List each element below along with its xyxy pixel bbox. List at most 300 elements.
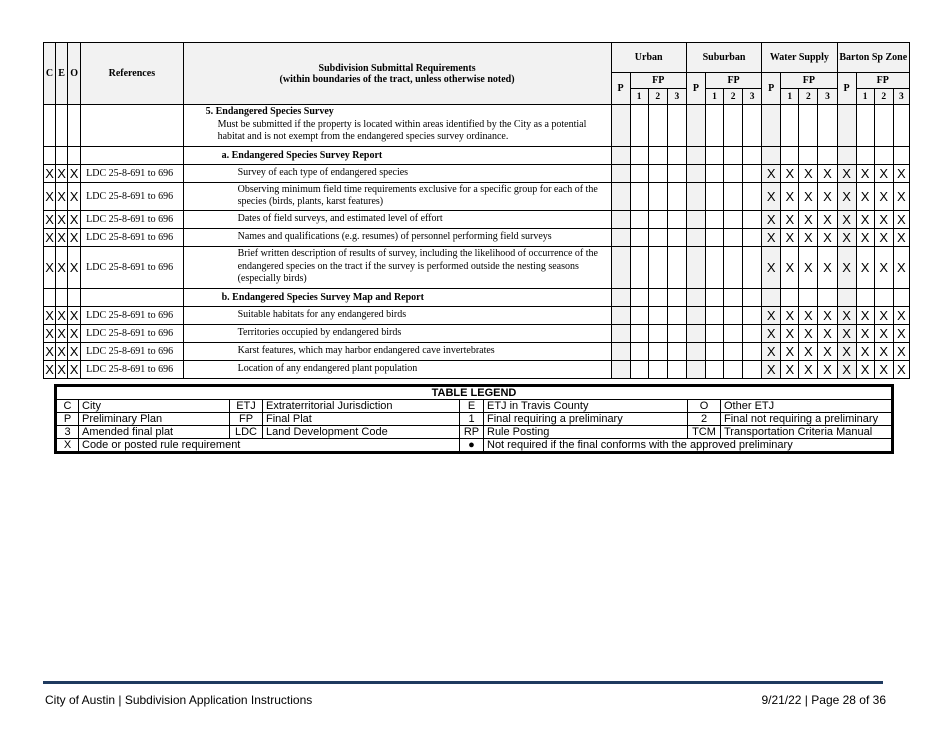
empty-cell — [856, 288, 874, 306]
requirement-mark — [705, 164, 723, 182]
empty-cell — [856, 146, 874, 164]
requirement-mark: X — [799, 360, 818, 378]
etj-travis-mark: X — [56, 246, 68, 288]
requirement-mark: X — [874, 246, 893, 288]
reference-cell: LDC 25-8-691 to 696 — [81, 210, 183, 228]
empty-cell — [686, 146, 705, 164]
other-etj-mark: X — [68, 342, 81, 360]
requirement-mark — [611, 324, 630, 342]
requirement-mark: X — [781, 228, 799, 246]
requirement-mark — [705, 360, 723, 378]
empty-cell — [686, 288, 705, 306]
empty-cell — [893, 146, 909, 164]
water-supply-fp3-header: 3 — [818, 89, 837, 105]
empty-cell — [818, 105, 837, 147]
requirement-mark — [705, 342, 723, 360]
requirement-mark — [724, 360, 743, 378]
legend-value: City — [79, 400, 230, 413]
legend-value: Code or posted rule requirement — [79, 439, 460, 453]
requirement-mark: X — [799, 164, 818, 182]
requirement-mark: X — [762, 228, 781, 246]
legend-value: Final Plat — [263, 413, 460, 426]
legend-key: 2 — [688, 413, 721, 426]
requirement-mark: X — [818, 228, 837, 246]
requirement-mark: X — [781, 360, 799, 378]
requirement-mark: X — [893, 228, 909, 246]
empty-cell — [705, 105, 723, 147]
requirement-mark — [667, 210, 686, 228]
requirement-mark: X — [781, 246, 799, 288]
empty-cell — [648, 105, 667, 147]
requirement-mark: X — [874, 306, 893, 324]
empty-cell — [667, 288, 686, 306]
requirement-mark — [648, 228, 667, 246]
requirement-mark — [686, 182, 705, 210]
requirement-mark: X — [762, 324, 781, 342]
requirement-mark — [724, 306, 743, 324]
footer-document-title: City of Austin | Subdivision Application Instructions — [45, 693, 313, 707]
etj-travis-mark: X — [57, 165, 66, 181]
urban-fp3-header: 3 — [667, 89, 686, 105]
requirement-mark — [648, 360, 667, 378]
water-supply-fp-header: FP — [781, 73, 837, 89]
requirement-mark — [724, 324, 743, 342]
requirement-mark — [743, 164, 762, 182]
legend-key: 1 — [460, 413, 484, 426]
zone-header-water-supply: Water Supply — [762, 43, 837, 73]
requirement-mark — [686, 360, 705, 378]
requirement-mark — [611, 164, 630, 182]
empty-cell — [68, 146, 81, 164]
requirement-mark — [724, 246, 743, 288]
col-header-references: References — [81, 43, 183, 105]
requirement-mark: X — [762, 210, 781, 228]
city-mark: X — [45, 229, 54, 245]
requirement-mark: X — [874, 228, 893, 246]
requirement-mark: X — [818, 342, 837, 360]
legend-body — [56, 386, 893, 453]
empty-cell — [743, 105, 762, 147]
requirement-mark: X — [799, 306, 818, 324]
reference-cell: LDC 25-8-691 to 696 — [81, 164, 183, 182]
requirement-mark — [667, 182, 686, 210]
etj-travis-mark: X — [57, 343, 66, 359]
footer-page-info: 9/21/22 | Page 28 of 36 — [761, 693, 886, 707]
empty-cell — [781, 288, 799, 306]
legend-key: X — [56, 439, 79, 453]
empty-cell — [81, 288, 183, 306]
requirement-mark — [667, 306, 686, 324]
zone-header-barton-springs: Barton Sp Zone — [837, 43, 910, 73]
urban-fp1-header: 1 — [630, 89, 648, 105]
requirements-title: Subdivision Submittal Requirements — [318, 62, 476, 74]
empty-cell — [705, 288, 723, 306]
requirement-mark: X — [893, 164, 909, 182]
subsection-row — [44, 146, 910, 164]
table-row — [44, 228, 910, 246]
empty-cell — [837, 288, 856, 306]
legend-value: Final not requiring a preliminary — [721, 413, 893, 426]
requirement-mark: X — [781, 210, 799, 228]
requirement-mark: X — [762, 360, 781, 378]
other-etj-mark: X — [68, 360, 81, 378]
empty-cell — [762, 146, 781, 164]
requirement-mark: X — [893, 246, 909, 288]
requirement-mark — [667, 228, 686, 246]
requirement-mark: X — [818, 246, 837, 288]
col-header-requirements — [183, 43, 611, 105]
requirement-mark — [724, 210, 743, 228]
other-etj-mark: X — [68, 228, 81, 246]
city-mark: X — [44, 246, 56, 288]
col-header-c: C — [44, 43, 56, 105]
requirement-mark — [630, 360, 648, 378]
requirement-mark — [743, 306, 762, 324]
empty-cell — [837, 146, 856, 164]
requirement-mark: X — [799, 182, 818, 210]
subsection-title: a. Endangered Species Survey Report — [183, 146, 611, 164]
requirement-mark — [611, 182, 630, 210]
suburban-fp-header: FP — [705, 73, 761, 89]
requirement-mark — [686, 324, 705, 342]
urban-p-header: P — [611, 73, 630, 105]
requirement-mark — [630, 246, 648, 288]
reference-cell: LDC 25-8-691 to 696 — [81, 246, 183, 288]
requirement-mark: X — [799, 324, 818, 342]
requirement-mark: X — [818, 306, 837, 324]
empty-cell — [81, 105, 183, 147]
reference-cell: LDC 25-8-691 to 696 — [81, 182, 183, 210]
table-row — [44, 360, 910, 378]
requirement-mark: X — [893, 360, 909, 378]
requirements-subtitle: (within boundaries of the tract, unless otherwise noted) — [279, 73, 515, 85]
legend-key: ETJ — [230, 400, 263, 413]
requirement-mark — [630, 324, 648, 342]
table-row — [44, 306, 910, 324]
empty-cell — [56, 288, 68, 306]
requirement-mark: X — [762, 246, 781, 288]
other-etj-mark: X — [68, 182, 81, 210]
requirement-mark: X — [874, 342, 893, 360]
requirement-cell: Dates of field surveys, and estimated level of effort — [183, 210, 611, 228]
requirement-mark — [630, 228, 648, 246]
requirement-mark — [743, 360, 762, 378]
requirement-mark — [667, 324, 686, 342]
city-mark: X — [45, 343, 54, 359]
requirement-mark: X — [837, 324, 856, 342]
city-mark: X — [45, 361, 54, 377]
requirement-mark: X — [893, 342, 909, 360]
requirement-mark — [686, 228, 705, 246]
requirement-mark: X — [874, 324, 893, 342]
requirement-mark — [743, 246, 762, 288]
legend-value: Land Development Code — [263, 426, 460, 439]
table-row — [44, 182, 910, 210]
requirement-mark — [743, 182, 762, 210]
requirement-mark — [648, 324, 667, 342]
water-supply-p-header: P — [762, 73, 781, 105]
legend-key: TCM — [688, 426, 721, 439]
empty-cell — [56, 105, 68, 147]
urban-fp2-header: 2 — [648, 89, 667, 105]
legend-key: O — [688, 400, 721, 413]
requirement-mark: X — [781, 182, 799, 210]
reference-cell: LDC 25-8-691 to 696 — [81, 228, 183, 246]
legend-key: P — [56, 413, 79, 426]
legend-value: Preliminary Plan — [79, 413, 230, 426]
legend-title: TABLE LEGEND — [56, 386, 893, 400]
requirement-mark — [686, 164, 705, 182]
legend-row — [56, 439, 893, 453]
requirement-mark: X — [893, 182, 909, 210]
requirement-mark — [705, 210, 723, 228]
suburban-fp2-header: 2 — [724, 89, 743, 105]
subsection-row — [44, 288, 910, 306]
requirement-mark: X — [818, 210, 837, 228]
requirement-mark: X — [874, 360, 893, 378]
requirement-mark: X — [856, 246, 874, 288]
requirement-mark: X — [874, 210, 893, 228]
requirement-mark — [648, 164, 667, 182]
requirement-mark — [667, 342, 686, 360]
empty-cell — [630, 288, 648, 306]
legend-row — [56, 400, 893, 413]
legend-key: E — [460, 400, 484, 413]
barton-p-header: P — [837, 73, 856, 105]
etj-travis-mark: X — [57, 307, 66, 323]
table-row — [44, 210, 910, 228]
other-etj-mark: X — [68, 164, 81, 182]
requirement-mark: X — [856, 324, 874, 342]
requirement-mark — [648, 342, 667, 360]
table-row — [44, 324, 910, 342]
city-mark: X — [45, 325, 54, 341]
requirement-mark: X — [874, 182, 893, 210]
reference-cell: LDC 25-8-691 to 696 — [81, 324, 183, 342]
requirement-mark — [630, 342, 648, 360]
legend-key: LDC — [230, 426, 263, 439]
requirement-mark: X — [762, 164, 781, 182]
empty-cell — [68, 105, 81, 147]
requirement-mark — [705, 306, 723, 324]
table-legend — [54, 384, 894, 454]
empty-cell — [667, 105, 686, 147]
table-row — [44, 164, 910, 182]
requirement-mark: X — [837, 360, 856, 378]
legend-value: ETJ in Travis County — [484, 400, 688, 413]
empty-cell — [799, 288, 818, 306]
legend-row — [56, 426, 893, 439]
requirement-mark — [630, 210, 648, 228]
requirement-mark: X — [837, 164, 856, 182]
empty-cell — [762, 288, 781, 306]
requirement-mark — [705, 324, 723, 342]
requirement-mark — [667, 360, 686, 378]
requirement-mark: X — [818, 360, 837, 378]
requirement-mark — [724, 164, 743, 182]
empty-cell — [893, 105, 909, 147]
requirement-mark: X — [818, 324, 837, 342]
requirements-body — [44, 105, 910, 379]
etj-travis-mark: X — [57, 211, 66, 227]
empty-cell — [68, 288, 81, 306]
requirement-mark: X — [781, 164, 799, 182]
legend-key: 3 — [56, 426, 79, 439]
empty-cell — [648, 288, 667, 306]
requirement-cell: Territories occupied by endangered birds — [183, 324, 611, 342]
legend-row — [56, 413, 893, 426]
requirement-mark: X — [856, 228, 874, 246]
table-row — [44, 342, 910, 360]
requirement-mark: X — [856, 306, 874, 324]
reference-cell: LDC 25-8-691 to 696 — [81, 360, 183, 378]
requirement-mark: X — [781, 324, 799, 342]
empty-cell — [611, 146, 630, 164]
empty-cell — [818, 288, 837, 306]
requirement-mark: X — [762, 342, 781, 360]
empty-cell — [44, 288, 56, 306]
empty-cell — [724, 105, 743, 147]
urban-fp-header: FP — [630, 73, 686, 89]
requirement-mark — [630, 182, 648, 210]
section-title: 5. Endangered Species Survey — [205, 106, 334, 117]
requirement-mark: X — [837, 342, 856, 360]
water-supply-fp2-header: 2 — [799, 89, 818, 105]
empty-cell — [818, 146, 837, 164]
empty-cell — [81, 146, 183, 164]
requirement-mark: X — [837, 306, 856, 324]
empty-cell — [630, 146, 648, 164]
other-etj-mark: X — [68, 306, 81, 324]
empty-cell — [705, 146, 723, 164]
legend-value: Not required if the final conforms with the approved preliminary — [484, 439, 893, 453]
requirement-mark: X — [893, 306, 909, 324]
city-mark: X — [44, 182, 56, 210]
requirement-mark: X — [856, 182, 874, 210]
empty-cell — [56, 146, 68, 164]
requirement-mark — [648, 246, 667, 288]
bullet-icon: ● — [460, 439, 484, 453]
legend-value: Amended final plat — [79, 426, 230, 439]
requirement-mark — [648, 210, 667, 228]
empty-cell — [667, 146, 686, 164]
requirement-mark: X — [893, 324, 909, 342]
requirement-mark — [743, 228, 762, 246]
barton-fp2-header: 2 — [874, 89, 893, 105]
requirement-mark: X — [856, 164, 874, 182]
requirement-mark — [611, 360, 630, 378]
empty-cell — [44, 105, 56, 147]
empty-cell — [44, 146, 56, 164]
requirement-cell: Suitable habitats for any endangered birds — [183, 306, 611, 324]
legend-key: RP — [460, 426, 484, 439]
subsection-title: b. Endangered Species Survey Map and Report — [183, 288, 611, 306]
requirement-mark: X — [818, 164, 837, 182]
requirement-mark — [611, 246, 630, 288]
empty-cell — [630, 105, 648, 147]
requirement-mark: X — [837, 182, 856, 210]
section-note: Must be submitted if the property is located within areas identified by the City as a potential habitat and is not exempt from the endangered species survey ordinance. — [217, 118, 587, 142]
reference-cell: LDC 25-8-691 to 696 — [81, 342, 183, 360]
empty-cell — [686, 105, 705, 147]
requirement-mark — [611, 228, 630, 246]
empty-cell — [837, 105, 856, 147]
requirement-cell: Karst features, which may harbor endangered cave invertebrates — [183, 342, 611, 360]
etj-travis-mark: X — [57, 361, 66, 377]
requirement-mark: X — [856, 342, 874, 360]
requirement-mark — [686, 246, 705, 288]
etj-travis-mark: X — [56, 182, 68, 210]
empty-cell — [893, 288, 909, 306]
footer-divider — [43, 681, 883, 684]
empty-cell — [874, 288, 893, 306]
requirement-mark: X — [799, 342, 818, 360]
requirements-table — [43, 42, 910, 379]
suburban-fp3-header: 3 — [743, 89, 762, 105]
requirement-cell: Names and qualifications (e.g. resumes) of personnel performing field surveys — [183, 228, 611, 246]
requirement-mark: X — [799, 228, 818, 246]
requirement-cell: Brief written description of results of survey, including the likelihood of occurrence of the endangered species on the tract if the survey is performed outside the nesting seasons (especially birds) — [183, 246, 611, 288]
zone-header-urban: Urban — [611, 43, 686, 73]
empty-cell — [799, 105, 818, 147]
city-mark: X — [45, 211, 54, 227]
empty-cell — [762, 105, 781, 147]
empty-cell — [856, 105, 874, 147]
empty-cell — [743, 146, 762, 164]
requirement-mark — [686, 306, 705, 324]
requirement-mark — [611, 342, 630, 360]
legend-value: Rule Posting — [484, 426, 688, 439]
empty-cell — [611, 288, 630, 306]
empty-cell — [874, 146, 893, 164]
empty-cell — [611, 105, 630, 147]
reference-cell: LDC 25-8-691 to 696 — [81, 306, 183, 324]
section-cell — [183, 105, 611, 147]
requirement-mark — [724, 228, 743, 246]
requirement-mark — [611, 306, 630, 324]
city-mark: X — [45, 165, 54, 181]
other-etj-mark: X — [68, 246, 81, 288]
water-supply-fp1-header: 1 — [781, 89, 799, 105]
requirement-mark — [705, 182, 723, 210]
legend-value: Final requiring a preliminary — [484, 413, 688, 426]
legend-value: Extraterritorial Jurisdiction — [263, 400, 460, 413]
requirement-mark: X — [837, 210, 856, 228]
barton-fp-header: FP — [856, 73, 909, 89]
requirement-mark — [724, 182, 743, 210]
requirement-cell: Survey of each type of endangered species — [183, 164, 611, 182]
requirement-mark — [648, 306, 667, 324]
requirement-mark: X — [799, 210, 818, 228]
legend-key: C — [56, 400, 79, 413]
suburban-p-header: P — [686, 73, 705, 105]
legend-key: FP — [230, 413, 263, 426]
city-mark: X — [45, 307, 54, 323]
requirement-mark: X — [818, 182, 837, 210]
section-row — [44, 105, 910, 147]
requirement-mark — [743, 324, 762, 342]
requirement-mark — [630, 164, 648, 182]
requirement-mark: X — [856, 360, 874, 378]
requirement-mark — [667, 246, 686, 288]
empty-cell — [781, 146, 799, 164]
col-header-o: O — [68, 43, 81, 105]
etj-travis-mark: X — [57, 325, 66, 341]
requirement-mark: X — [837, 246, 856, 288]
requirement-mark: X — [856, 210, 874, 228]
other-etj-mark: X — [68, 324, 81, 342]
legend-value: Other ETJ — [721, 400, 893, 413]
